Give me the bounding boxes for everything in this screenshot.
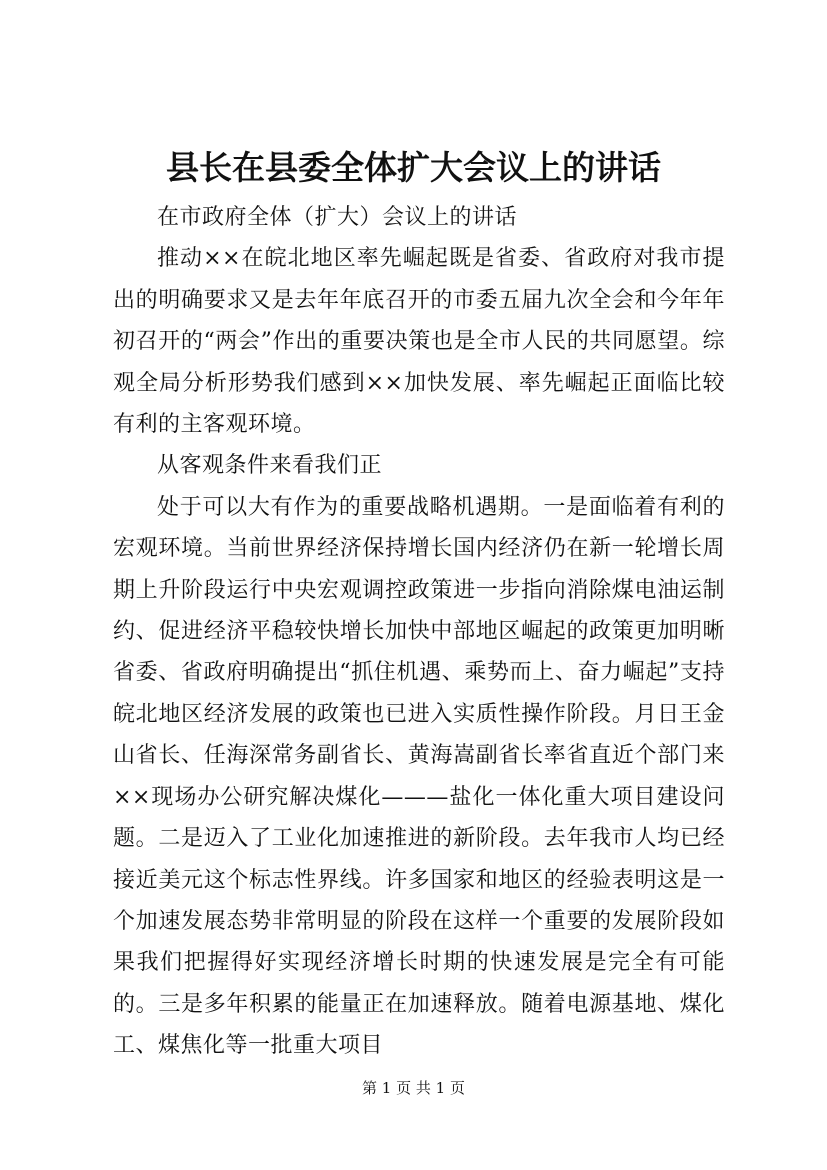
document-body	[113, 197, 725, 1067]
paragraph-subtitle: 在市政府全体（扩大）会议上的讲话	[157, 205, 518, 230]
paragraph-2: 从客观条件来看我们正	[157, 453, 383, 479]
page-number-footer: 第 1 页 共 1 页	[362, 1079, 465, 1097]
paragraph-1: 推动××在皖北地区率先崛起既是省委、省政府对我市提出的明确要求又是去年年底召开的市委五届九次全会和今年年初召开的“两会”作出的重要决策也是全市人民的共同愿望。综观全局分析形势我们感到××加快发展、率先崛起正面临比较有利的主客观环境。	[113, 246, 725, 438]
document-title: 县长在县委全体扩大会议上的讲话	[166, 148, 661, 187]
paragraph-3: 处于可以大有作为的重要战略机遇期。一是面临着有利的宏观环境。当前世界经济保持增长国内经济仍在新一轮增长周期上升阶段运行中央宏观调控政策进一步指向消除煤电油运制约、促进经济平稳较快增长加快中部地区崛起的政策更加明晰省委、省政府明确提出“抓住机遇、乘势而上、奋力崛起”支持皖北地区经济发展的政策也已进入实质性操作阶段。月日王金山省长、任海深常务副省长、黄海嵩副省长率省直近个部门来××现场办公研究解决煤化———盐化一体化重大项目建设问题。二是迈入了工业化加速推进的新阶段。去年我市人均已经接近美元这个标志性界线。许多国家和地区的经验表明这是一个加速发展态势非常明显的阶段在这样一个重要的发展阶段如果我们把握得好实现经济增长时期的快速发展是完全有可能的。三是多年积累的能量正在加速释放。随着电源基地、煤化工、煤焦化等一批重大项目	[113, 494, 725, 1059]
